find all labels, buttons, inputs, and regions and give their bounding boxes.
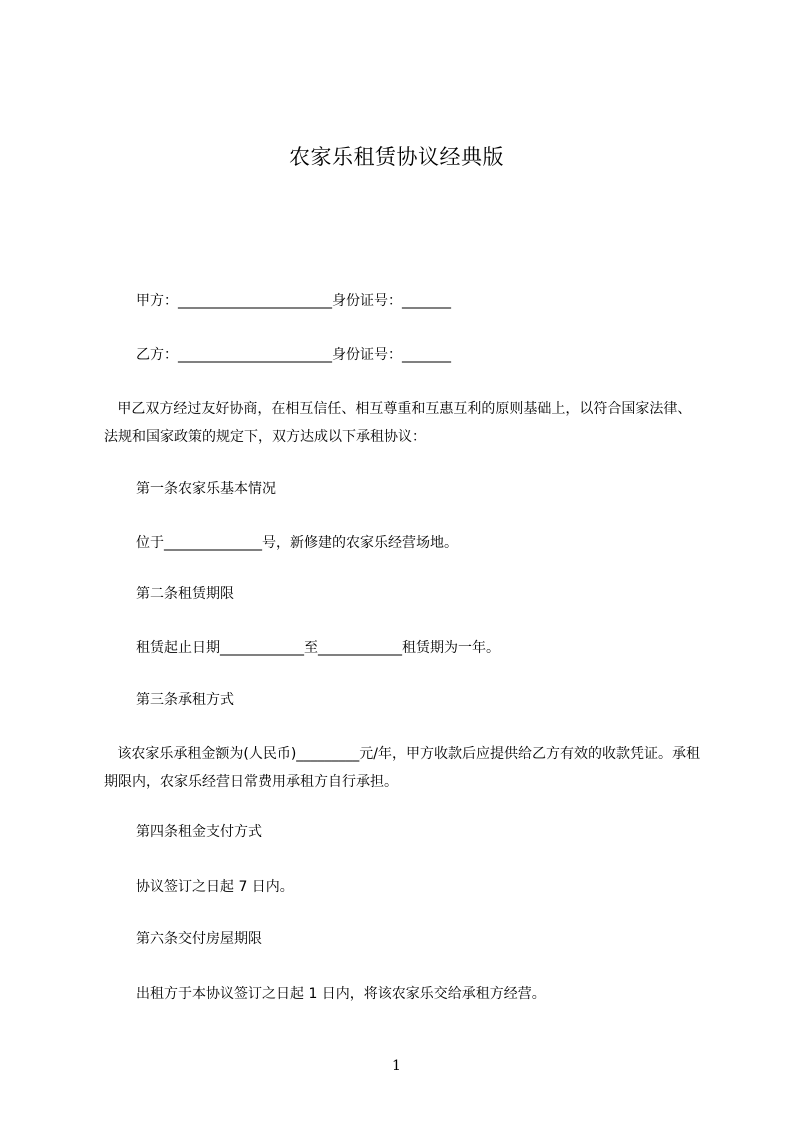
party-a-line: 甲方：______________________身份证号：_______: [136, 293, 451, 309]
document-title: 农家乐租赁协议经典版: [289, 145, 504, 169]
article1-heading: 第一条农家乐基本情况: [136, 481, 276, 497]
article2-heading: 第二条租赁期限: [136, 586, 234, 602]
article4-body: 协议签订之日起 7 日内。: [136, 879, 294, 895]
party-b-line: 乙方：______________________身份证号：_______: [136, 347, 451, 363]
article4-heading: 第四条租金支付方式: [136, 824, 262, 840]
article6-heading: 第六条交付房屋期限: [136, 931, 262, 947]
article6-body: 出租方于本协议签订之日起 1 日内，将该农家乐交给承租方经营。: [136, 986, 546, 1002]
article3-body: 该农家乐承租金额为(人民币)_________元/年，甲方收款后应提供给乙方有效的收款凭证。承租期限内，农家乐经营日常费用承租方自行承担。: [104, 746, 700, 790]
intro-paragraph: 甲乙双方经过友好协商，在相互信任、相互尊重和互惠互利的原则基础上，以符合国家法律、法规和国家政策的规定下，双方达成以下承租协议：: [104, 401, 692, 445]
article1-body: 位于______________号，新修建的农家乐经营场地。: [136, 535, 458, 551]
page-number: 1: [392, 1058, 401, 1074]
article2-body: 租赁起止日期____________至____________租赁期为一年。: [136, 640, 500, 656]
article3-heading: 第三条承租方式: [136, 692, 234, 708]
